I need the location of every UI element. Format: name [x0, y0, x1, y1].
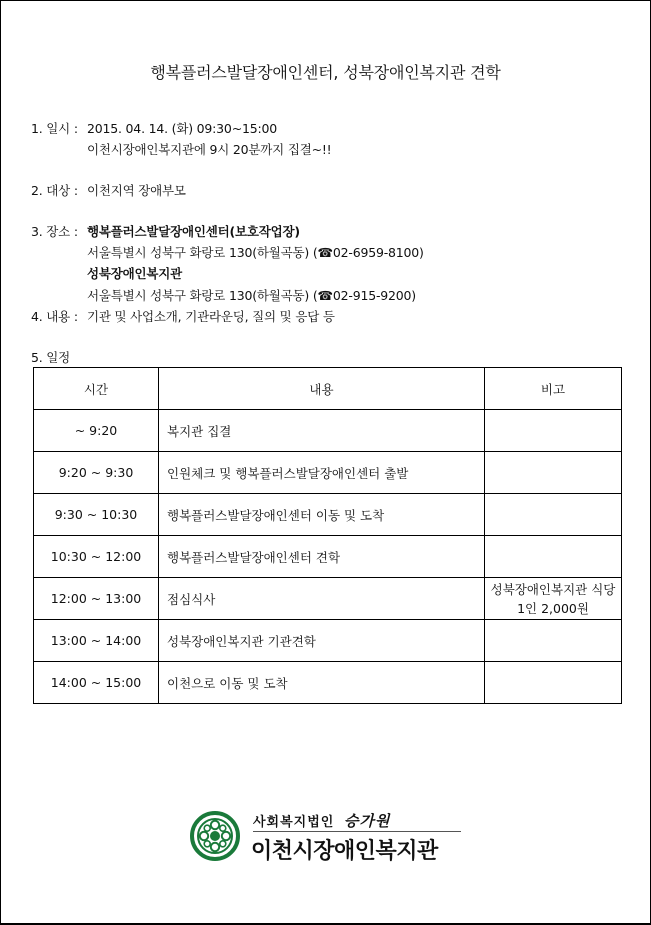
table-row: [34, 452, 622, 494]
item-content: [31, 307, 335, 325]
item-place-venue1: 행복플러스발달장애인센터(보호작업장): [87, 224, 300, 239]
row-time: 12:00 ~ 13:00: [34, 578, 159, 620]
row-time: 14:00 ~ 15:00: [34, 662, 159, 704]
item-place-label: 3. 장소 :: [31, 224, 78, 239]
row-time: 13:00 ~ 14:00: [34, 620, 159, 662]
item-date-note: 이천시장애인복지관에 9시 20분까지 집결~!!: [87, 142, 332, 157]
footer-divider: [253, 831, 461, 832]
footer-org-name: 승가원: [343, 812, 391, 830]
table-row: [34, 578, 622, 620]
row-note: [485, 494, 622, 536]
row-content: 복지관 집결: [159, 410, 485, 452]
header-content: 내용: [159, 368, 485, 410]
table-row: [34, 494, 622, 536]
row-time: 9:30 ~ 10:30: [34, 494, 159, 536]
item-content-label: 4. 내용 :: [31, 309, 78, 324]
row-content: 점심식사: [159, 578, 485, 620]
footer-org: [253, 810, 390, 831]
item-place-venue2: 성북장애인복지관: [87, 266, 183, 281]
footer-logo-block: [190, 810, 462, 862]
item-content-value: 기관 및 사업소개, 기관라운딩, 질의 및 응답 등: [87, 309, 335, 324]
page-title: 행복플러스발달장애인센터, 성북장애인복지관 견학: [150, 63, 501, 82]
item-schedule-label: 5. 일정: [31, 350, 71, 365]
table-row: [34, 662, 622, 704]
item-target-value: 이천지역 장애부모: [87, 183, 186, 198]
header-note: 비고: [485, 368, 622, 410]
row-note: [485, 578, 622, 620]
row-note: [485, 620, 622, 662]
item-date-value: 2015. 04. 14. (화) 09:30~15:00: [87, 121, 277, 136]
row-content: 인원체크 및 행복플러스발달장애인센터 출발: [159, 452, 485, 494]
row-content: 행복플러스발달장애인센터 견학: [159, 536, 485, 578]
item-target: [31, 181, 186, 199]
item-place: [31, 222, 300, 240]
row-content: 이천으로 이동 및 도착: [159, 662, 485, 704]
footer-center-name: 이천시장애인복지관: [251, 839, 438, 864]
row-note: [485, 410, 622, 452]
row-content: 성북장애인복지관 기관견학: [159, 620, 485, 662]
item-place-addr2: 서울특별시 성북구 화랑로 130(하월곡동) (☎02-915-9200): [87, 288, 416, 303]
row-time: ~ 9:20: [34, 410, 159, 452]
wheel-emblem-icon: [190, 811, 240, 861]
row-time: 9:20 ~ 9:30: [34, 452, 159, 494]
item-date-label: 1. 일시 :: [31, 121, 78, 136]
row-time: 10:30 ~ 12:00: [34, 536, 159, 578]
schedule-header-row: [34, 368, 622, 410]
table-row: [34, 410, 622, 452]
item-date: [31, 119, 277, 137]
table-row: [34, 620, 622, 662]
row-note: [485, 536, 622, 578]
row-note: [485, 452, 622, 494]
row-content: 행복플러스발달장애인센터 이동 및 도착: [159, 494, 485, 536]
header-time: 시간: [34, 368, 159, 410]
item-place-addr1: 서울특별시 성북구 화랑로 130(하월곡동) (☎02-6959-8100): [87, 245, 424, 260]
row-note: [485, 662, 622, 704]
row-note-line1: 성북장애인복지관 식당: [490, 581, 616, 597]
row-note-line2: 1인 2,000원: [517, 600, 589, 616]
table-row: [34, 536, 622, 578]
item-target-label: 2. 대상 :: [31, 183, 78, 198]
footer-org-type: 사회복지법인: [253, 815, 335, 830]
schedule-table: [33, 367, 622, 704]
